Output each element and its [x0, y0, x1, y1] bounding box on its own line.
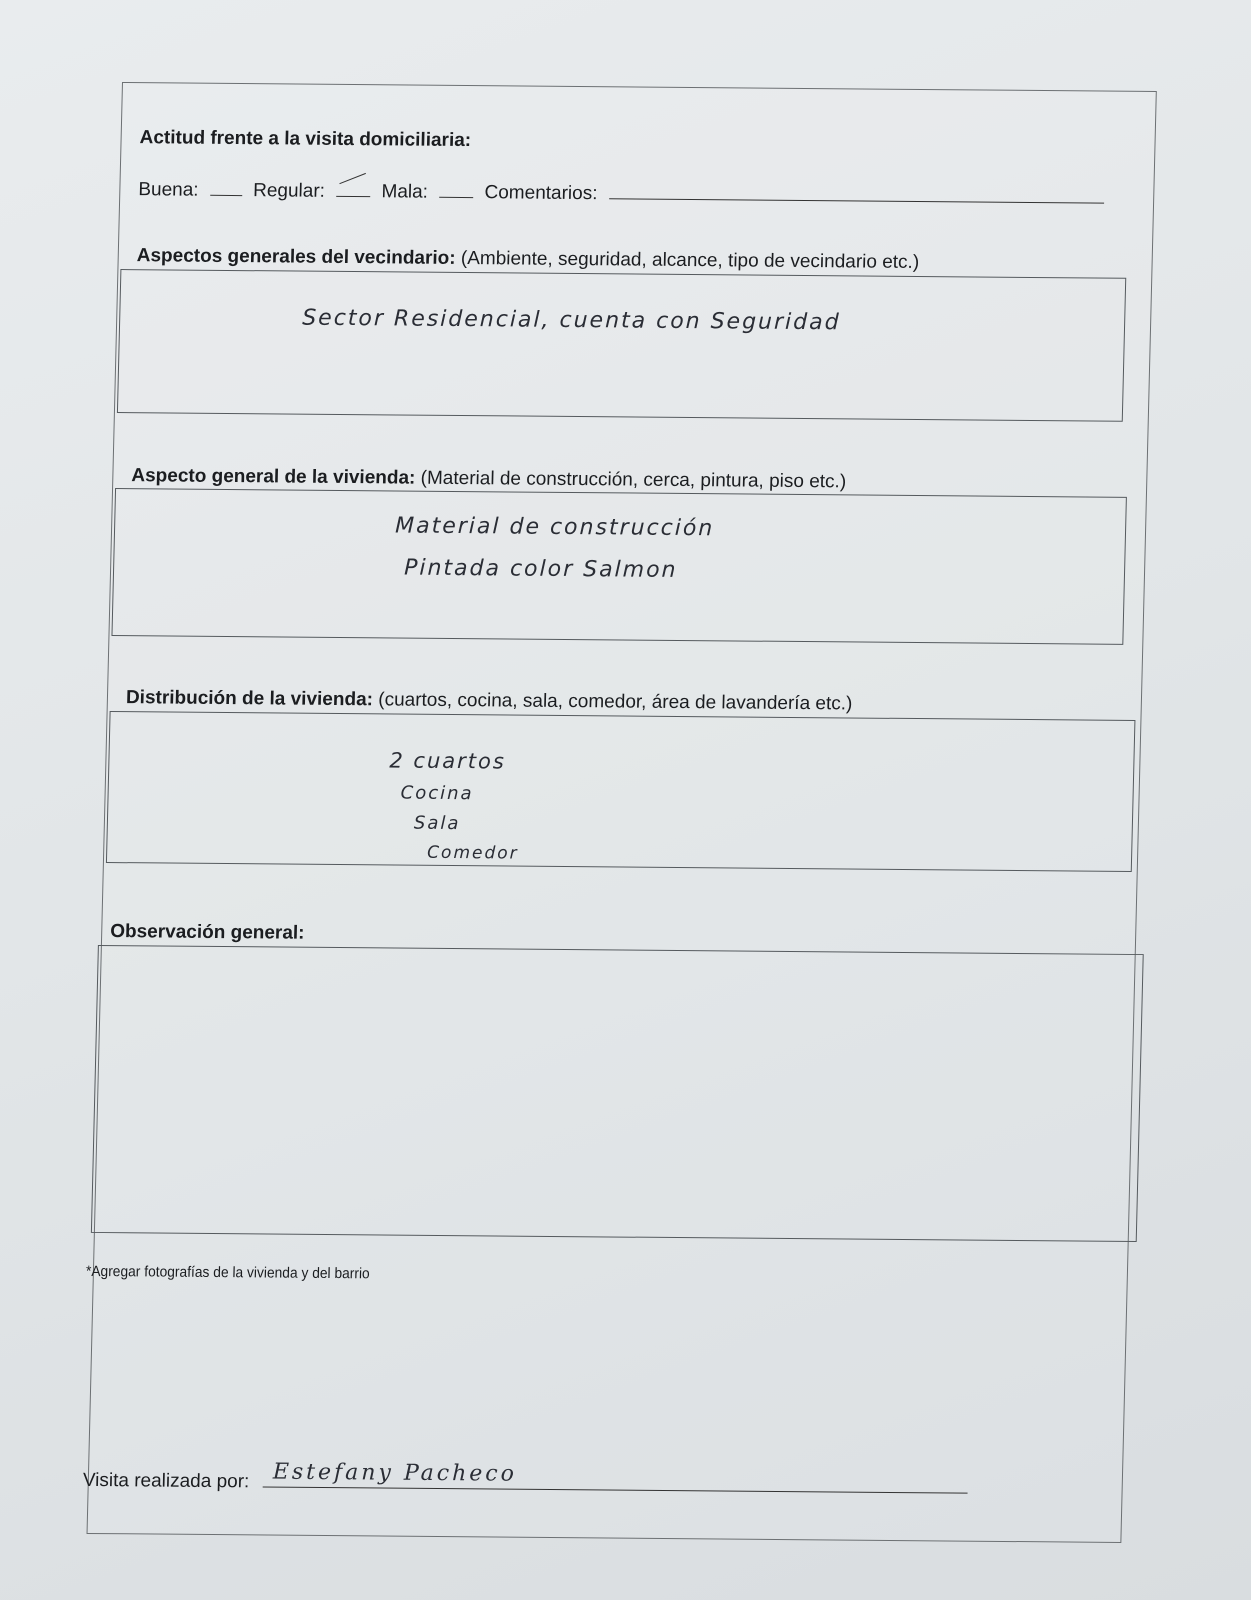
bad-blank[interactable]: [439, 183, 473, 198]
visit-signature-row: [82, 1459, 968, 1500]
visitor-signature: Estefany Pacheco: [272, 1459, 518, 1487]
housing-layout-box[interactable]: [106, 711, 1136, 872]
housing-layout-line-1: 2 cuartos: [389, 748, 507, 774]
housing-appearance-title-text: Aspecto general de la vivienda:: [131, 465, 416, 489]
housing-appearance-hint: (Material de construcción, cerca, pintura, piso etc.): [420, 467, 847, 493]
neighborhood-hint: (Ambiente, seguridad, alcance, tipo de vecindario etc.): [460, 247, 920, 273]
attitude-rating-row: [138, 179, 1110, 209]
signature-line[interactable]: [262, 1459, 967, 1493]
general-observation-title: Observación general:: [109, 921, 305, 944]
attitude-title: Actitud frente a la visita domiciliaria:: [139, 127, 472, 152]
housing-layout-line-2: Cocina: [400, 782, 474, 805]
visit-label: Visita realizada por:: [82, 1469, 250, 1493]
regular-label: Regular:: [252, 180, 326, 202]
regular-check-mark: [339, 173, 366, 184]
form-sheet: [82, 82, 1157, 1543]
housing-layout-line-3: Sala: [413, 812, 461, 835]
comments-blank[interactable]: [609, 184, 1104, 203]
regular-blank[interactable]: [336, 182, 370, 197]
comments-label: Comentarios:: [484, 182, 598, 205]
housing-layout-hint: (cuartos, cocina, sala, comedor, área de lavandería etc.): [377, 689, 853, 715]
good-blank[interactable]: [210, 181, 242, 196]
photo-footnote: *Agregar fotografías de la vivienda y del barrio: [85, 1262, 370, 1283]
bad-label: Mala:: [381, 181, 429, 203]
housing-appearance-box[interactable]: [111, 488, 1126, 645]
general-observation-box[interactable]: [91, 945, 1144, 1242]
housing-appearance-line-2: Pintada color Salmon: [403, 555, 678, 583]
housing-layout-title-text: Distribución de la vivienda:: [125, 687, 374, 711]
neighborhood-title-text: Aspectos generales del vecindario:: [136, 245, 456, 269]
housing-layout-line-4: Comedor: [426, 842, 519, 864]
neighborhood-box[interactable]: [117, 269, 1126, 422]
housing-appearance-line-1: Material de construcción: [394, 513, 715, 542]
neighborhood-handwriting: Sector Residencial, cuenta con Seguridad: [301, 305, 841, 336]
good-label: Buena:: [138, 179, 199, 201]
